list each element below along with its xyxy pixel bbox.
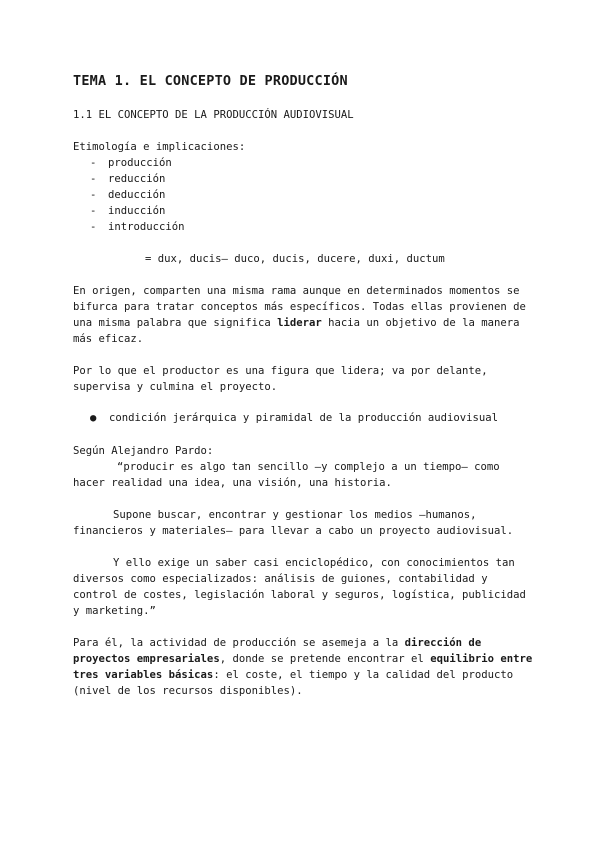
bullet-dot-icon: ●: [90, 412, 97, 424]
latin-root-formula: = dux, ducis– duco, ducis, ducere, duxi, ductum: [145, 253, 445, 265]
bullet-item: ● condición jerárquica y piramidal de la producción audiovisual: [90, 412, 499, 424]
list-item: - inducción: [90, 205, 166, 217]
emphasis-equilibrio: equilibrio entre tres variables básicas: [73, 653, 533, 681]
page-title: TEMA 1. EL CONCEPTO DE PRODUCCIÓN: [73, 73, 348, 89]
quote-paragraph-3: Y ello exige un saber casi enciclopédico, con conocimientos tan diversos como especializados: análisis de guiones, contabilidad y control de costes, legislación laboral y seguros, logística, publicidad y marketing.”: [73, 557, 526, 617]
paragraph-origin: En origen, comparten una misma rama aunque en determinados momentos se bifurca para tratar conceptos más específicos. Todas ellas provienen de una misma palabra que significa liderar hacia un objetivo de la manera más eficaz.: [73, 285, 526, 345]
pardo-intro: Según Alejandro Pardo:: [73, 445, 214, 457]
emphasis-liderar: liderar: [277, 317, 322, 329]
list-item: - producción: [90, 157, 172, 169]
list-item: - introducción: [90, 221, 185, 233]
quote-paragraph-1: “producir es algo tan sencillo –y complejo a un tiempo– como hacer realidad una idea, una visión, una historia.: [73, 461, 500, 489]
list-item: - deducción: [90, 189, 166, 201]
etymology-label: Etimología e implicaciones:: [73, 141, 246, 153]
etymology-list: [90, 155, 185, 235]
paragraph-management: Para él, la actividad de producción se asemeja a la dirección de proyectos empresariales, donde se pretende encontrar el equilibrio entre tres variables básicas: el coste, el tiempo y la calidad del producto (nivel de los recursos disponibles).: [73, 637, 533, 697]
section-heading: 1.1 EL CONCEPTO DE LA PRODUCCIÓN AUDIOVISUAL: [73, 109, 354, 121]
list-item: - reducción: [90, 173, 166, 185]
quote-paragraph-2: Supone buscar, encontrar y gestionar los medios –humanos, financieros y materiales– para llevar a cabo un proyecto audiovisual.: [73, 509, 514, 537]
emphasis-direccion: dirección de proyectos empresariales: [73, 637, 482, 665]
paragraph-producer: Por lo que el productor es una figura que lidera; va por delante, supervisa y culmina el proyecto.: [73, 365, 488, 393]
